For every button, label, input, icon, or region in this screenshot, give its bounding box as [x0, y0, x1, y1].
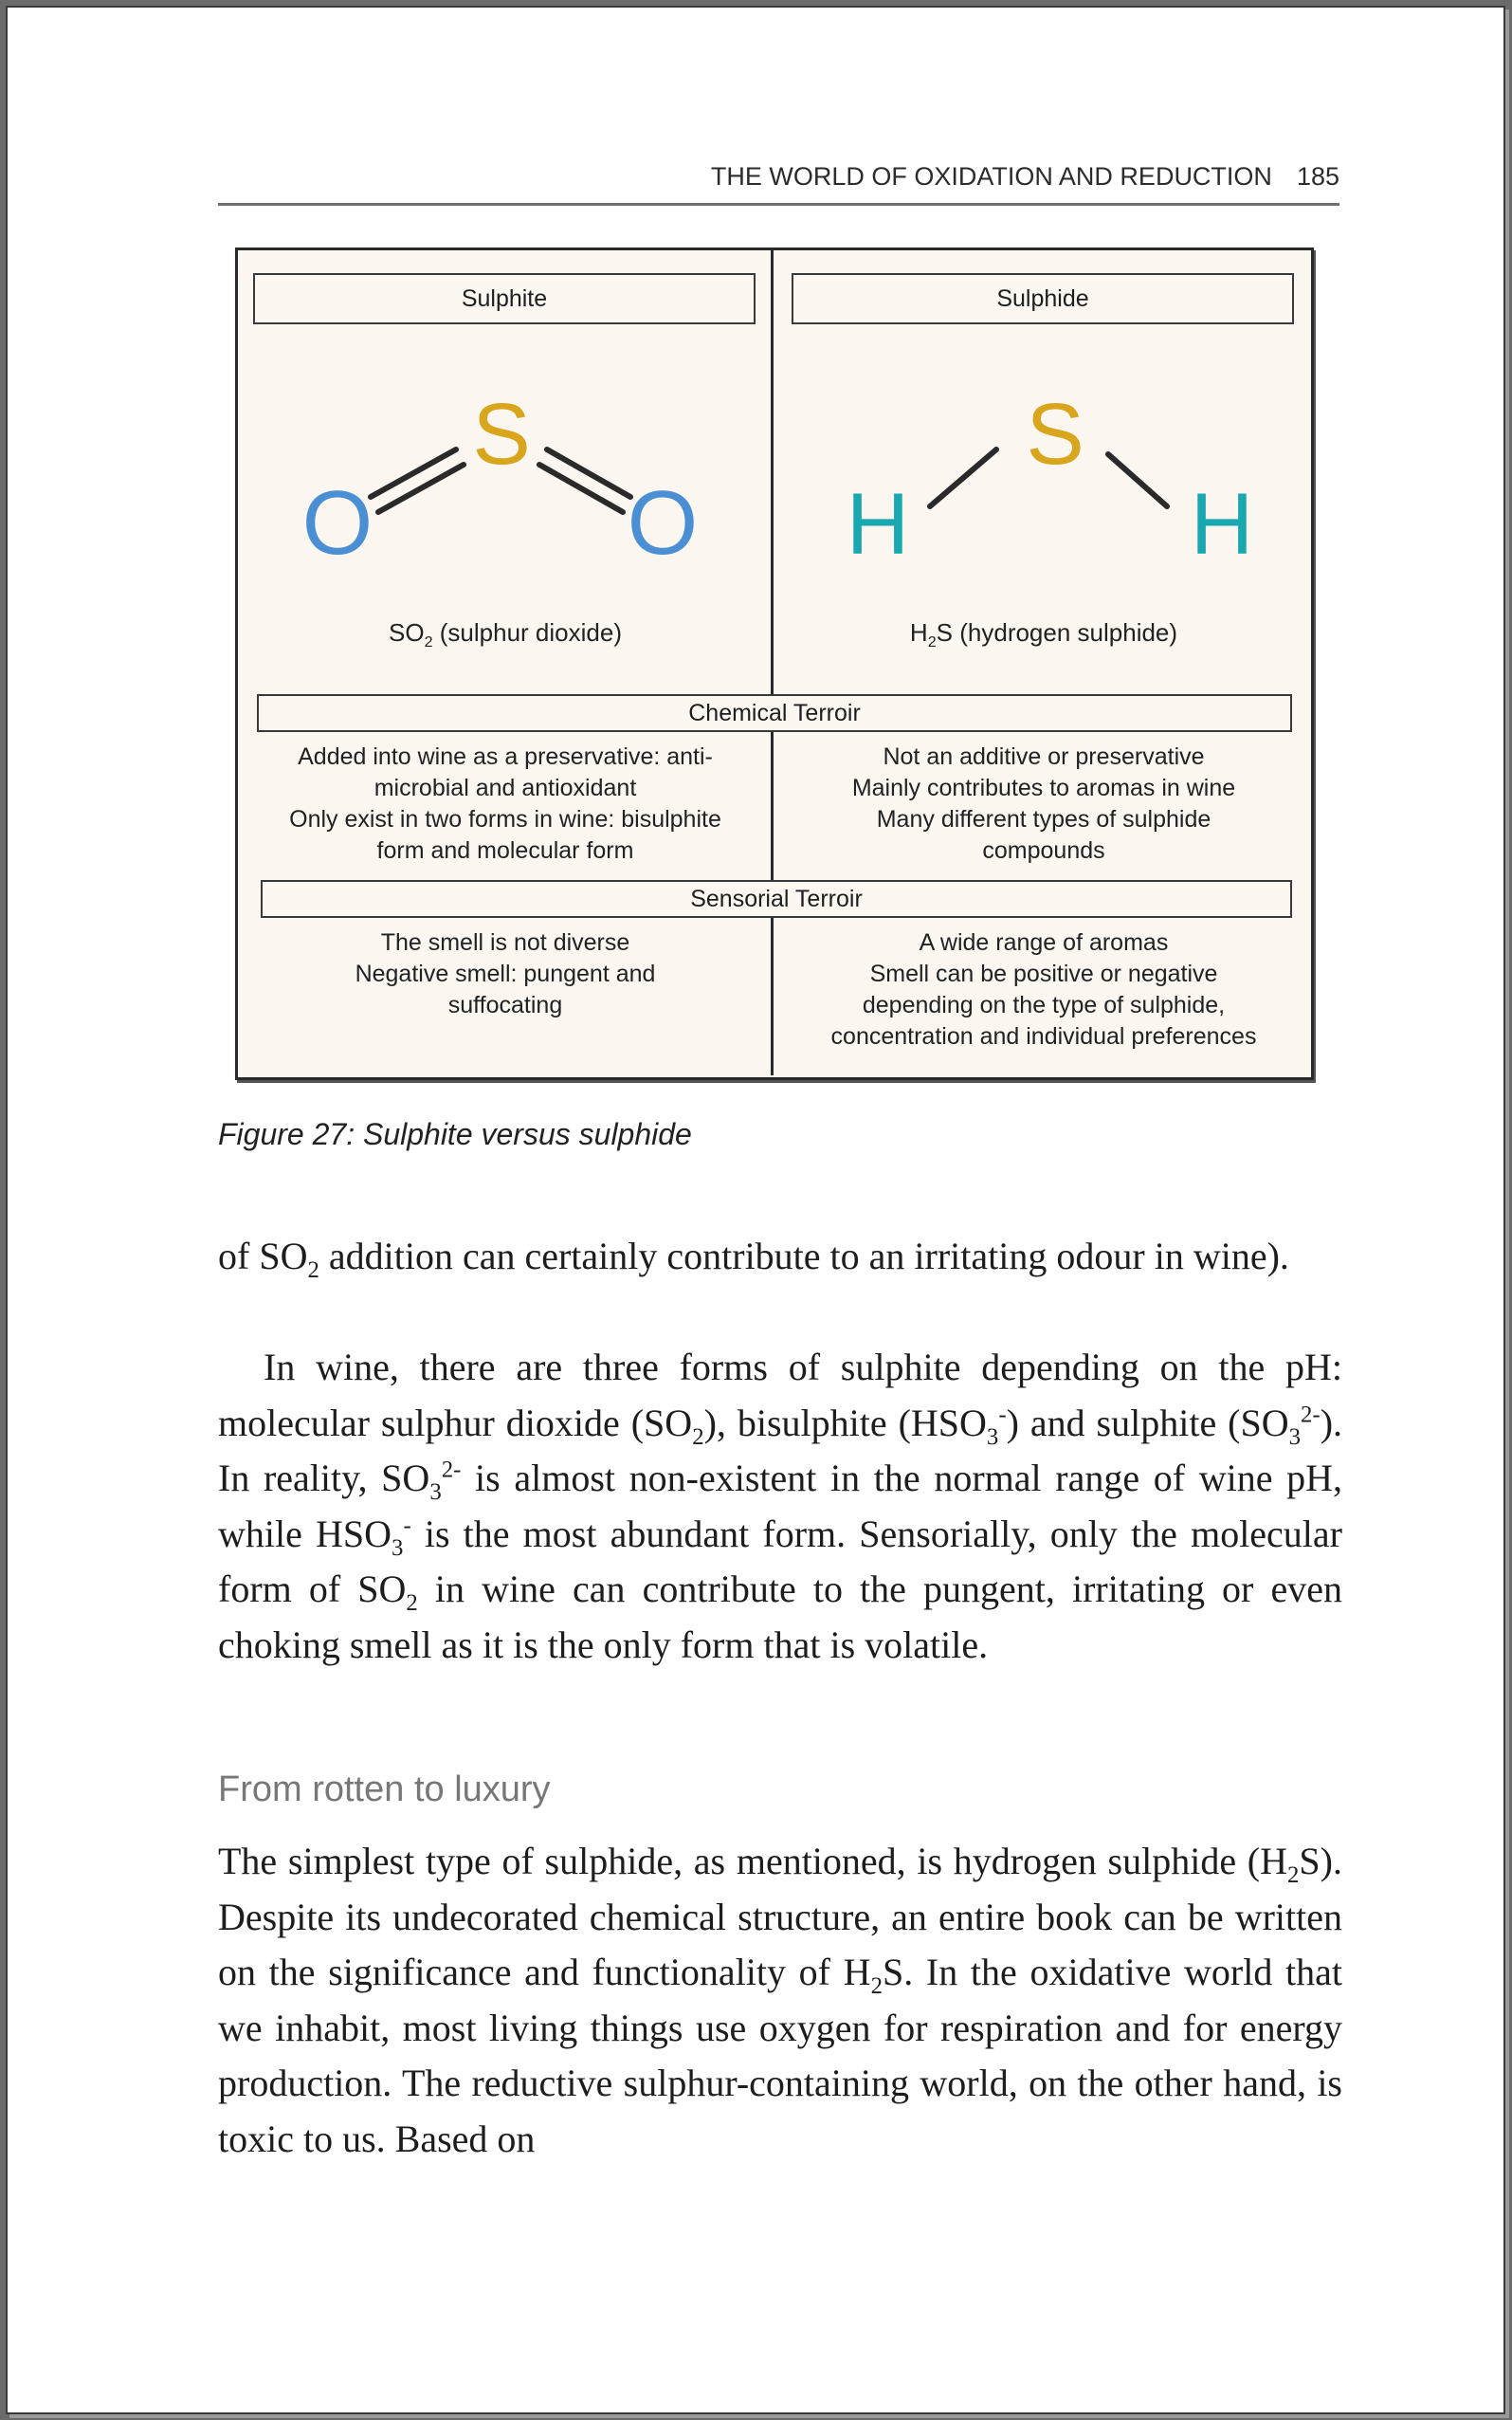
sulphite-title: Sulphite [461, 285, 548, 312]
text-line: suffocating [447, 992, 563, 1018]
body-paragraph-2: In wine, there are three forms of sulphite depending on the pH: molecular sulphur dioxide $(SO_2)$, bisulphite $(HSO_3^-)$ and sulphite $(SO_3^{2-})$. In reality, $SO_3^{2-}$ is almost non-existent in the normal range of wine pH, while $HSO_3^-$ is the most abundant form. Sensorially, only the molecular form of $SO_2$ in wine can contribute to the pungent, irritating or even choking smell as it is the only form that is volatile. [218, 1346, 1343, 1666]
chemical-terroir-sulphite [249, 742, 761, 867]
section-heading: From rotten to luxury [218, 1769, 551, 1809]
chemical-terroir-sulphide [788, 742, 1300, 867]
text-line: Not an additive or preservative [883, 743, 1205, 770]
text-line: depending on the type of sulphide, [862, 992, 1226, 1018]
so2-oxygen-left: O [301, 472, 373, 563]
h2s-bond-right [1108, 454, 1167, 506]
text-line: Added into wine as a preservative: anti- [298, 743, 713, 770]
so2-molecule-diagram [276, 374, 750, 563]
so2-sulphur-atom: S [472, 386, 531, 483]
h2s-hydrogen-right: H [1190, 476, 1254, 563]
text-line: Only exist in two forms in wine: bisulphite [289, 806, 721, 833]
so2-caption: $SO_2$ (sulphur dioxide) [389, 618, 622, 651]
sensorial-terroir-bar [261, 880, 1292, 918]
sulphide-title: Sulphide [996, 285, 1089, 312]
sensorial-terroir-sulphite [249, 927, 761, 1021]
text-line: compounds [982, 837, 1105, 864]
running-head [218, 157, 1339, 206]
chemical-terroir-label: Chemical Terroir [688, 700, 861, 726]
text-line: Negative smell: pungent and [355, 961, 656, 987]
running-title: THE WORLD OF OXIDATION AND REDUCTION [710, 162, 1272, 191]
body-paragraph-1: of $SO_2$ addition can certainly contribute to an irritating odour in wine). [218, 1235, 1289, 1283]
text-line: microbial and antioxidant [373, 775, 637, 801]
figure-divider [771, 250, 774, 1075]
text-line: The smell is not diverse [380, 929, 630, 956]
text-line: form and molecular form [376, 837, 634, 864]
text-line: A wide range of aromas [919, 929, 1169, 956]
h2s-hydrogen-left: H [846, 476, 910, 563]
figure-sulphite-vs-sulphide [235, 248, 1314, 1080]
page-number: 185 [1296, 162, 1339, 191]
figure-caption: Figure 27: Sulphite versus sulphide [218, 1117, 692, 1151]
sensorial-terroir-sulphide [788, 927, 1300, 1053]
body-paragraph-3: The simplest type of sulphide, as mentioned, is hydrogen sulphide $(H_2S)$. Despite its undecorated chemical structure, an entire book can be written on the significance and functionality of $H_2S$. In the oxidative world that we inhabit, most living things use oxygen for respiration and for energy production. The reductive sulphur-containing world, on the other hand, is toxic to us. Based on [218, 1840, 1342, 2160]
h2s-sulphur-atom: S [1026, 386, 1084, 483]
sulphite-title-box [253, 273, 756, 324]
so2-oxygen-right: O [627, 472, 699, 563]
chemical-terroir-bar [257, 694, 1292, 732]
book-page [6, 6, 1505, 2414]
text-line: Mainly contributes to aromas in wine [851, 775, 1236, 801]
sensorial-terroir-label: Sensorial Terroir [690, 886, 863, 912]
text-line: concentration and individual preferences [830, 1023, 1257, 1050]
h2s-bond-left [930, 449, 996, 506]
h2s-molecule-diagram [807, 374, 1300, 563]
h2s-caption: $H_2S$ (hydrogen sulphide) [909, 618, 1178, 651]
text-line: Many different types of sulphide [876, 806, 1211, 833]
sulphide-title-box [792, 273, 1294, 324]
text-line: Smell can be positive or negative [869, 961, 1218, 987]
